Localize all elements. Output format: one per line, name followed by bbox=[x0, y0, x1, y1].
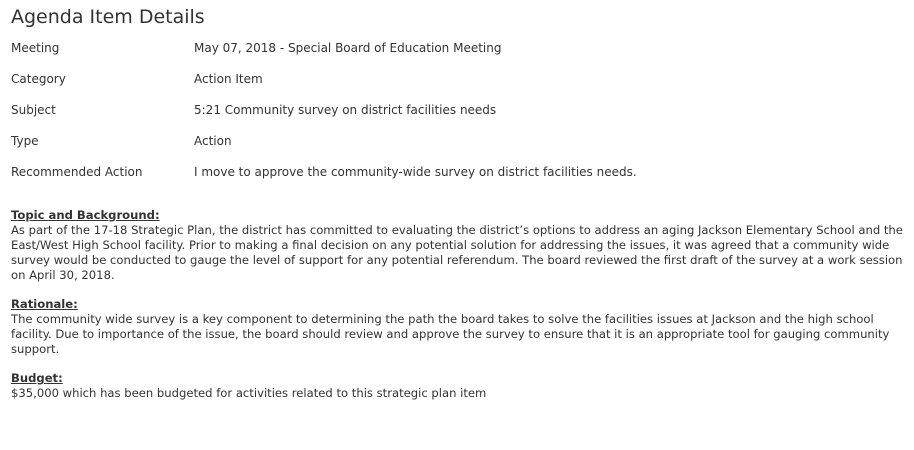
type-value: Action bbox=[194, 134, 232, 148]
meeting-label: Meeting bbox=[11, 41, 60, 55]
details-row-recommended-action bbox=[11, 164, 901, 195]
details-row-meeting bbox=[11, 40, 901, 71]
rationale-section bbox=[11, 297, 903, 357]
type-label: Type bbox=[11, 134, 39, 148]
details-row-type bbox=[11, 133, 901, 164]
category-label: Category bbox=[11, 72, 66, 86]
topic-background-heading: Topic and Background: bbox=[11, 208, 160, 222]
topic-background-text: As part of the 17-18 Strategic Plan, the district has committed to evaluating the district’s options to address an aging Jackson Elementary School and the East/West High School facility. Prior to making a final decision on any potential solution for addressing the issues, it was agreed that a community wide survey would be conducted to gauge the level of support for any potential referendum. The board reviewed the first draft of the survey at a work session on April 30, 2018. bbox=[11, 223, 903, 282]
recommended-action-value: I move to approve the community-wide survey on district facilities needs. bbox=[194, 165, 637, 179]
category-value: Action Item bbox=[194, 72, 263, 86]
page-title: Agenda Item Details bbox=[11, 6, 205, 28]
details-row-subject bbox=[11, 102, 901, 133]
meeting-value: May 07, 2018 - Special Board of Education Meeting bbox=[194, 41, 502, 55]
details-row-category bbox=[11, 71, 901, 102]
recommended-action-label: Recommended Action bbox=[11, 165, 143, 179]
rationale-text: The community wide survey is a key component to determining the path the board takes to solve the facilities issues at Jackson and the high school facility. Due to importance of the issue, the board should review and approve the survey to ensure that it is an appropriate tool for gauging community support. bbox=[11, 312, 890, 356]
subject-value: 5:21 Community survey on district facilities needs bbox=[194, 103, 497, 117]
budget-section bbox=[11, 371, 903, 401]
budget-heading: Budget: bbox=[11, 371, 63, 385]
topic-background-section bbox=[11, 208, 903, 283]
rationale-heading: Rationale: bbox=[11, 297, 78, 311]
subject-label: Subject bbox=[11, 103, 56, 117]
budget-text: $35,000 which has been budgeted for activities related to this strategic plan item bbox=[11, 386, 487, 400]
item-body bbox=[11, 208, 903, 415]
details-table bbox=[11, 40, 901, 195]
